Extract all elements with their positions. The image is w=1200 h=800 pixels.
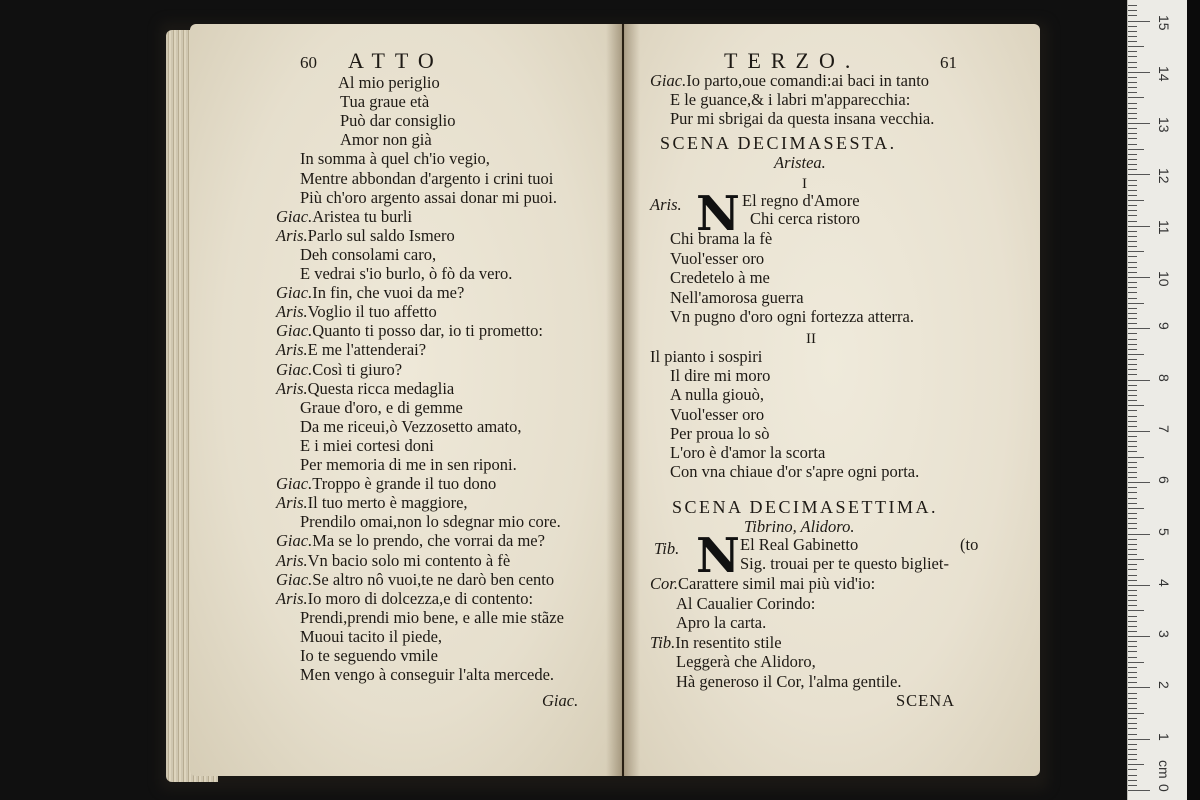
ruler-tick xyxy=(1128,272,1137,273)
ruler-tick xyxy=(1128,354,1144,355)
ruler-tick xyxy=(1128,133,1137,134)
text-line: Hà generoso il Cor, l'alma gentile. xyxy=(676,671,902,691)
ruler-tick xyxy=(1128,62,1137,63)
text-line: Aris.Questa ricca medaglia xyxy=(276,378,455,398)
ruler-number: 12 xyxy=(1156,168,1172,184)
ruler-tick xyxy=(1128,662,1144,663)
ruler-number: 11 xyxy=(1156,219,1172,235)
ruler-tick xyxy=(1128,364,1137,365)
ruler-number: 7 xyxy=(1156,424,1172,433)
text-line: In somma à quel ch'io vegio, xyxy=(300,149,490,169)
ruler-tick xyxy=(1128,744,1137,745)
right-catchword: SCENA xyxy=(896,691,956,710)
book-gutter xyxy=(606,24,640,776)
ruler-tick xyxy=(1128,67,1137,68)
left-page xyxy=(190,24,622,776)
tibrino-line-1: El Real Gabinetto xyxy=(740,535,859,554)
ruler-tick xyxy=(1128,46,1144,47)
ruler-tick xyxy=(1128,180,1137,181)
text-line: A nulla giouò, xyxy=(670,385,764,405)
text-line: Vn pugno d'oro ogni fortezza atterra. xyxy=(670,307,914,326)
text-line: Con vna chiaue d'or s'apre ogni porta. xyxy=(670,462,920,482)
ruler-tick xyxy=(1128,344,1137,345)
text-line: Vuol'esser oro xyxy=(670,248,765,268)
text-line: Men vengo à conseguir l'alta mercede. xyxy=(300,665,555,685)
ruler-tick xyxy=(1128,441,1137,442)
right-page-number: 61 xyxy=(940,53,957,72)
ruler-tick xyxy=(1128,36,1137,37)
text-line: Aris.Parlo sul saldo Ismero xyxy=(276,225,455,245)
stanza-1-number: I xyxy=(802,176,807,192)
text-line: Aris.Io moro di dolcezza,e di contento: xyxy=(276,588,534,608)
text-line: Può dar consiglio xyxy=(340,111,456,131)
ruler-tick xyxy=(1128,298,1137,299)
ruler-tick xyxy=(1128,780,1137,781)
text-line: Aris.Il tuo merto è maggiore, xyxy=(276,493,468,513)
ruler-tick xyxy=(1128,5,1137,6)
left-catchword: Giac. xyxy=(542,691,579,710)
ruler-tick xyxy=(1128,621,1137,622)
ruler-tick xyxy=(1128,651,1137,652)
ruler-tick xyxy=(1128,164,1137,165)
text-line: Io te seguendo vmile xyxy=(300,646,438,665)
ruler-tick xyxy=(1128,785,1137,786)
ruler-number: 0 xyxy=(1156,784,1172,792)
ruler-number: 14 xyxy=(1156,65,1172,82)
ruler-tick xyxy=(1128,26,1137,27)
text-line: Giac.Aristea tu burli xyxy=(276,206,413,226)
ruler-tick xyxy=(1128,97,1144,98)
ruler-number: 6 xyxy=(1156,476,1172,484)
drop-cap-n-2: N xyxy=(696,528,740,584)
ruler-tick xyxy=(1128,241,1137,242)
tibrino-line-1-tail: (to xyxy=(960,535,979,554)
ruler-tick xyxy=(1128,564,1137,565)
text-line: Tib.In resentito stile xyxy=(650,632,782,652)
ruler-tick xyxy=(1128,15,1137,16)
ruler-number: 9 xyxy=(1156,322,1172,331)
ruler-tick xyxy=(1128,631,1137,632)
ruler-tick xyxy=(1128,282,1137,283)
ruler-tick xyxy=(1128,10,1137,11)
drop-cap-n-1: N xyxy=(696,186,740,242)
ruler-tick xyxy=(1128,467,1137,468)
ruler-tick xyxy=(1128,185,1137,186)
text-line: Giac.Ma se lo prendo, che vorrai da me? xyxy=(276,531,545,551)
ruler-number: 10 xyxy=(1156,271,1172,287)
ruler-tick xyxy=(1128,739,1150,740)
right-page xyxy=(624,24,1040,776)
ruler-tick xyxy=(1128,369,1137,370)
ruler-tick xyxy=(1128,559,1144,560)
ruler-tick xyxy=(1128,287,1137,288)
ruler-tick xyxy=(1128,554,1137,555)
ruler-tick xyxy=(1128,82,1137,83)
ruler-tick xyxy=(1128,262,1137,263)
ruler-tick xyxy=(1128,646,1137,647)
text-line: Deh consolami caro, xyxy=(300,244,437,264)
ruler-tick xyxy=(1128,215,1137,216)
text-line: Per memoria di me in sen riponi. xyxy=(300,455,517,474)
ruler-tick xyxy=(1128,539,1137,540)
ruler-tick xyxy=(1128,231,1137,232)
ruler-tick xyxy=(1128,431,1150,432)
ruler-tick xyxy=(1128,159,1137,160)
ruler-tick xyxy=(1128,128,1137,129)
scene-17-characters: Tibrino, Alidoro. xyxy=(744,517,855,536)
ruler-number: 4 xyxy=(1156,578,1172,587)
ruler-tick xyxy=(1128,210,1137,211)
ruler-tick xyxy=(1128,349,1137,350)
ruler-tick xyxy=(1128,477,1137,478)
stanza-1-second-line: Chi cerca ristoro xyxy=(750,209,860,228)
ruler-tick xyxy=(1128,667,1137,668)
ruler-tick xyxy=(1128,682,1137,683)
ruler-tick xyxy=(1128,221,1137,222)
ruler-tick xyxy=(1128,764,1144,765)
ruler-tick xyxy=(1128,528,1137,529)
text-line: Giac.Io parto,oue comandi:ai baci in tanto xyxy=(650,71,930,90)
ruler-number: 13 xyxy=(1156,117,1172,133)
ruler-tick xyxy=(1128,256,1137,257)
text-line: Mentre abbondan d'argento i crini tuoi xyxy=(300,168,554,188)
ruler-number: 8 xyxy=(1156,373,1172,382)
ruler-tick xyxy=(1128,657,1137,658)
text-line: Da me riceui,ò Vezzosetto amato, xyxy=(300,416,522,436)
ruler-tick xyxy=(1128,575,1137,576)
ruler-tick xyxy=(1128,580,1137,581)
ruler-tick xyxy=(1128,174,1150,175)
ruler-tick xyxy=(1128,416,1137,417)
text-line: L'oro è d'amor la scorta xyxy=(670,443,826,462)
text-line: E i miei cortesi doni xyxy=(300,435,434,455)
ruler-tick xyxy=(1128,708,1137,709)
ruler-unit: cm xyxy=(1156,760,1172,779)
text-line: Per proua lo sò xyxy=(670,423,770,443)
ruler-tick xyxy=(1128,359,1137,360)
ruler-tick xyxy=(1128,595,1137,596)
ruler-tick xyxy=(1128,41,1137,42)
ruler-tick xyxy=(1128,72,1150,73)
speaker-aristea: Aris. xyxy=(650,195,682,214)
text-line: Pur mi sbrigai da questa insana vecchia. xyxy=(670,109,935,128)
ruler-tick xyxy=(1128,769,1137,770)
ruler-tick xyxy=(1128,323,1137,324)
text-line: Tua graue età xyxy=(340,92,430,112)
ruler-number: 3 xyxy=(1156,630,1172,638)
ruler-tick xyxy=(1128,339,1137,340)
ruler-tick xyxy=(1128,123,1150,124)
text-line: Aris.E me l'attenderai? xyxy=(276,340,427,360)
text-line: Amor non già xyxy=(340,130,432,150)
text-line: Giac.Se altro nô vuoi,te ne darò ben cento xyxy=(276,569,555,589)
ruler-tick xyxy=(1128,518,1137,519)
ruler-tick xyxy=(1128,451,1137,452)
ruler-tick xyxy=(1128,308,1137,309)
ruler-tick xyxy=(1128,154,1137,155)
ruler-tick xyxy=(1128,200,1144,201)
text-line: Graue d'oro, e di gemme xyxy=(300,397,463,417)
ruler-tick xyxy=(1128,190,1137,191)
ruler-tick xyxy=(1128,713,1144,714)
ruler-tick xyxy=(1128,641,1137,642)
ruler-tick xyxy=(1128,56,1137,57)
text-line: Più ch'oro argento assai donar mi puoi. xyxy=(300,187,557,207)
ruler-tick xyxy=(1128,754,1137,755)
ruler-tick xyxy=(1128,103,1137,104)
ruler-tick xyxy=(1128,21,1150,22)
text-line: Al Caualier Corindo: xyxy=(676,593,816,613)
ruler-tick xyxy=(1128,87,1137,88)
ruler-tick xyxy=(1128,410,1137,411)
text-line: Muoui tacito il piede, xyxy=(300,626,443,646)
text-line: Apro la carta. xyxy=(676,613,767,632)
ruler-tick xyxy=(1128,385,1137,386)
ruler-tick xyxy=(1128,169,1137,170)
ruler-number: 1 xyxy=(1156,732,1172,741)
left-page-number: 60 xyxy=(300,53,317,72)
ruler-tick xyxy=(1128,718,1137,719)
ruler-tick xyxy=(1128,421,1137,422)
ruler-tick xyxy=(1128,759,1137,760)
ruler-tick xyxy=(1128,723,1137,724)
measuring-ruler xyxy=(1127,0,1188,800)
ruler-tick xyxy=(1128,144,1137,145)
ruler-tick xyxy=(1128,600,1137,601)
text-line: Giac.Troppo è grande il tuo dono xyxy=(276,474,497,494)
scene-16-title: SCENA DECIMASESTA. xyxy=(660,133,897,153)
ruler-tick xyxy=(1128,226,1150,227)
ruler-tick xyxy=(1128,534,1150,535)
ruler-tick xyxy=(1128,492,1137,493)
ruler-tick xyxy=(1128,313,1137,314)
ruler-tick xyxy=(1128,487,1137,488)
left-running-head: ATTO xyxy=(348,48,444,73)
text-line: E vedrai s'io burlo, ò fò da vero. xyxy=(300,264,513,283)
scene-17-title: SCENA DECIMASETTIMA. xyxy=(672,497,939,517)
text-line: Cor.Carattere simil mai più vid'io: xyxy=(650,574,876,593)
ruler-tick xyxy=(1128,292,1137,293)
text-line: Credetelo à me xyxy=(670,268,770,287)
right-running-head: TERZO. xyxy=(724,48,861,73)
text-line: Prendilo omai,non lo sdegnar mio core. xyxy=(300,512,561,532)
stanza-1-first-line: El regno d'Amore xyxy=(742,191,860,210)
ruler-tick xyxy=(1128,728,1137,729)
ruler-tick xyxy=(1128,149,1144,150)
ruler-tick xyxy=(1128,693,1137,694)
ruler-number: 15 xyxy=(1156,14,1172,31)
ruler-tick xyxy=(1128,205,1137,206)
text-line: Vuol'esser oro xyxy=(670,404,765,424)
ruler-tick xyxy=(1128,585,1150,586)
text-line: Aris.Vn bacio solo mi contento à fè xyxy=(276,550,511,570)
ruler-tick xyxy=(1128,246,1137,247)
ruler-tick xyxy=(1128,390,1137,391)
ruler-tick xyxy=(1128,108,1137,109)
ruler-tick xyxy=(1128,462,1137,463)
speaker-tibrino: Tib. xyxy=(654,539,680,558)
ruler-tick xyxy=(1128,482,1150,483)
ruler-tick xyxy=(1128,636,1150,637)
ruler-tick xyxy=(1128,380,1150,381)
tibrino-line-2: Sig. trouai per te questo bigliet- xyxy=(740,554,949,573)
ruler-tick xyxy=(1128,303,1144,304)
ruler-tick xyxy=(1128,503,1137,504)
text-line: Al mio periglio xyxy=(338,73,440,92)
ruler-tick xyxy=(1128,775,1137,776)
ruler-tick xyxy=(1128,698,1137,699)
ruler-tick xyxy=(1128,790,1150,791)
ruler-number: 2 xyxy=(1156,681,1172,690)
scene-16-character: Aristea. xyxy=(774,153,826,172)
ruler-tick xyxy=(1128,77,1137,78)
ruler-tick xyxy=(1128,457,1144,458)
ruler-number: 5 xyxy=(1156,527,1172,536)
ruler-tick xyxy=(1128,318,1137,319)
ruler-tick xyxy=(1128,544,1137,545)
ruler-tick xyxy=(1128,472,1137,473)
ruler-tick xyxy=(1128,677,1137,678)
ruler-tick xyxy=(1128,610,1144,611)
ruler-tick xyxy=(1128,703,1137,704)
stanza-2-number: II xyxy=(806,331,816,347)
ruler-tick xyxy=(1128,513,1137,514)
ruler-tick xyxy=(1128,734,1137,735)
ruler-tick xyxy=(1128,277,1150,278)
ruler-tick xyxy=(1128,118,1137,119)
ruler-tick xyxy=(1128,569,1137,570)
ruler-tick xyxy=(1128,687,1150,688)
text-line: Leggerà che Alidoro, xyxy=(676,652,816,671)
ruler-tick xyxy=(1128,749,1137,750)
background-edge xyxy=(1187,0,1200,800)
ruler-tick xyxy=(1128,328,1150,329)
ruler-tick xyxy=(1128,236,1137,237)
text-line: Giac.Quanto ti posso dar, io ti prometto: xyxy=(276,321,543,341)
text-line: Nell'amorosa guerra xyxy=(670,287,804,307)
ruler-tick xyxy=(1128,51,1137,52)
ruler-tick xyxy=(1128,333,1137,334)
text-line: Prendi,prendi mio bene, e alle mie stãze xyxy=(300,607,564,627)
ruler-tick xyxy=(1128,400,1137,401)
ruler-tick xyxy=(1128,426,1137,427)
text-line: Il dire mi moro xyxy=(670,366,771,386)
ruler-tick xyxy=(1128,92,1137,93)
ruler-tick xyxy=(1128,374,1137,375)
ruler-tick xyxy=(1128,113,1137,114)
ruler-tick xyxy=(1128,446,1137,447)
text-line: Giac.In fin, che vuoi da me? xyxy=(276,283,465,303)
text-line: Chi brama la fè xyxy=(670,229,773,248)
ruler-tick xyxy=(1128,436,1137,437)
ruler-tick xyxy=(1128,251,1144,252)
ruler-tick xyxy=(1128,31,1137,32)
text-line: Giac.Così ti giuro? xyxy=(276,359,403,379)
text-line: Il pianto i sospiri xyxy=(650,347,763,366)
ruler-tick xyxy=(1128,138,1137,139)
ruler-tick xyxy=(1128,498,1137,499)
text-line: E le guance,& i labri m'apparecchia: xyxy=(670,90,911,109)
ruler-tick xyxy=(1128,395,1137,396)
ruler-tick xyxy=(1128,590,1137,591)
ruler-tick xyxy=(1128,549,1137,550)
ruler-tick xyxy=(1128,616,1137,617)
ruler-tick xyxy=(1128,523,1137,524)
ruler-tick xyxy=(1128,626,1137,627)
ruler-tick xyxy=(1128,672,1137,673)
ruler-tick xyxy=(1128,195,1137,196)
ruler-tick xyxy=(1128,405,1144,406)
ruler-tick xyxy=(1128,605,1137,606)
ruler-tick xyxy=(1128,508,1144,509)
ruler-tick xyxy=(1128,267,1137,268)
text-line: Aris.Voglio il tuo affetto xyxy=(276,302,437,322)
